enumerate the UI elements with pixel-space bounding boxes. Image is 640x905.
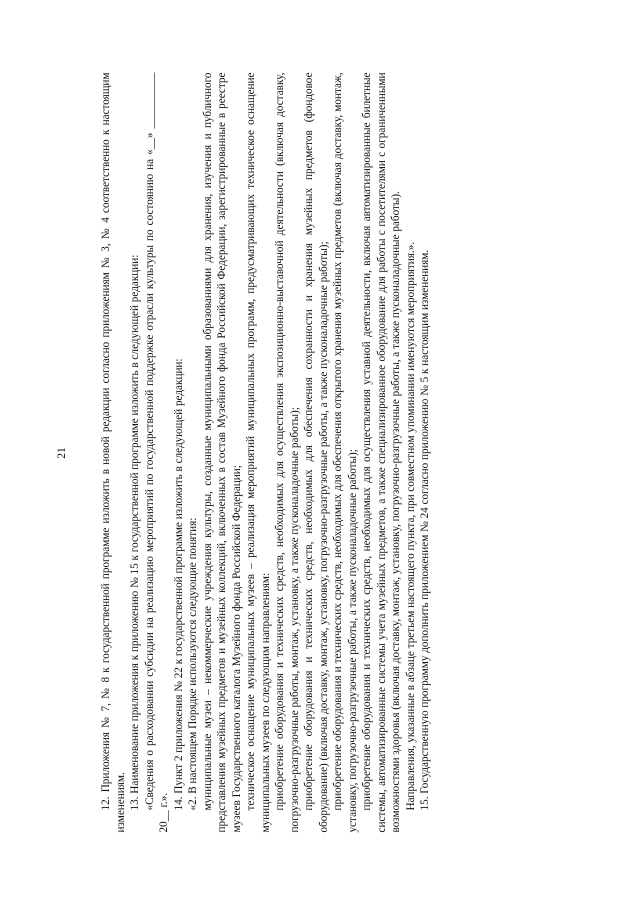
definition-technical-equipment: техническое оснащение муниципальных музеев – реализация мероприятий муниципальных программ, предусматривающих техническое оснащение муниципальных музеев по следующим направлениям: — [245, 72, 272, 832]
direction-statutory-activity: приобретение оборудования и технических средств, необходимых для осуществления уставной деятельности, включая автоматизированные билетные системы, автоматизированные системы учета музейных предметов, а также специализированное оборудование для работы с посетителями с ограниченными возможностями здоровья (включая доставку, монтаж, установку, погрузочно-разгрузочные работы, а также пусконаладочные работы). — [361, 72, 402, 832]
paragraph-13: 13. Наименование приложения к приложению № 15 к государственной программе изложить в следующей редакции: — [129, 254, 141, 810]
rotated-content — [55, 55, 585, 850]
paragraph-14-quote: «2. В настоящем Порядке используются следующие понятия: — [187, 517, 199, 810]
document-body — [99, 72, 433, 832]
paragraph-15: 15. Государственную программу дополнить приложением № 24 согласно приложению № 5 к настоящим изменениям. — [419, 249, 431, 810]
direction-exhibition: приобретение оборудования и технических средств, необходимых для осуществления экспозиционно-выставочной деятельности (включая доставку, погрузочно-разгрузочные работы, монтаж, установку, а также пусконаладочные работы); — [274, 72, 301, 832]
definition-municipal-museums: муниципальные музеи – некоммерческие учреждения культуры, созданные муниципальными образованиями для хранения, изучения и публичного представления музейных предметов и музейных коллекций, включенных в состав Музейного фонда Российской Федерации, зарегистрированные в реестре музеев Государственного каталога Музейного фонда Российской Федерации; — [201, 72, 243, 832]
paragraph-12: 12. Приложения № 7, № 8 к государственной программе изложить в новой редакции согласно приложениям № 3, № 4 соответственно к настоящим изменениям. — [100, 72, 127, 832]
paragraph-14: 14. Пункт 2 приложения № 22 к государственной программе изложить в следующей редакции: — [172, 357, 185, 810]
paragraph-13-quote: «Сведения о расходовании субсидии на реализацию мероприятий по государственной поддержке отрасли культуры по состоянию на «__» __________ 20__ г.». — [143, 72, 170, 832]
direction-storage: приобретение оборудования и технических средств, необходимых для обеспечения сохранности и хранения музейных предметов (фондовое оборудование) (включая доставку, монтаж, установку, погрузочно-разгрузочные работы, а также пусконаладочные работы); — [303, 72, 330, 832]
direction-open-storage: приобретение оборудования и технических средств, необходимых для обеспечения открытого хранения музейных предметов (включая доставку, монтаж, установку, погрузочно-разгрузочные работы, а также пусконаладочные работы); — [332, 72, 359, 832]
page-number: 21 — [56, 446, 68, 459]
paragraph-directions-note: Направления, указанные в абзаце третьем настоящего пункта, при совместном упоминании именуются мероприятия.». — [404, 241, 417, 810]
